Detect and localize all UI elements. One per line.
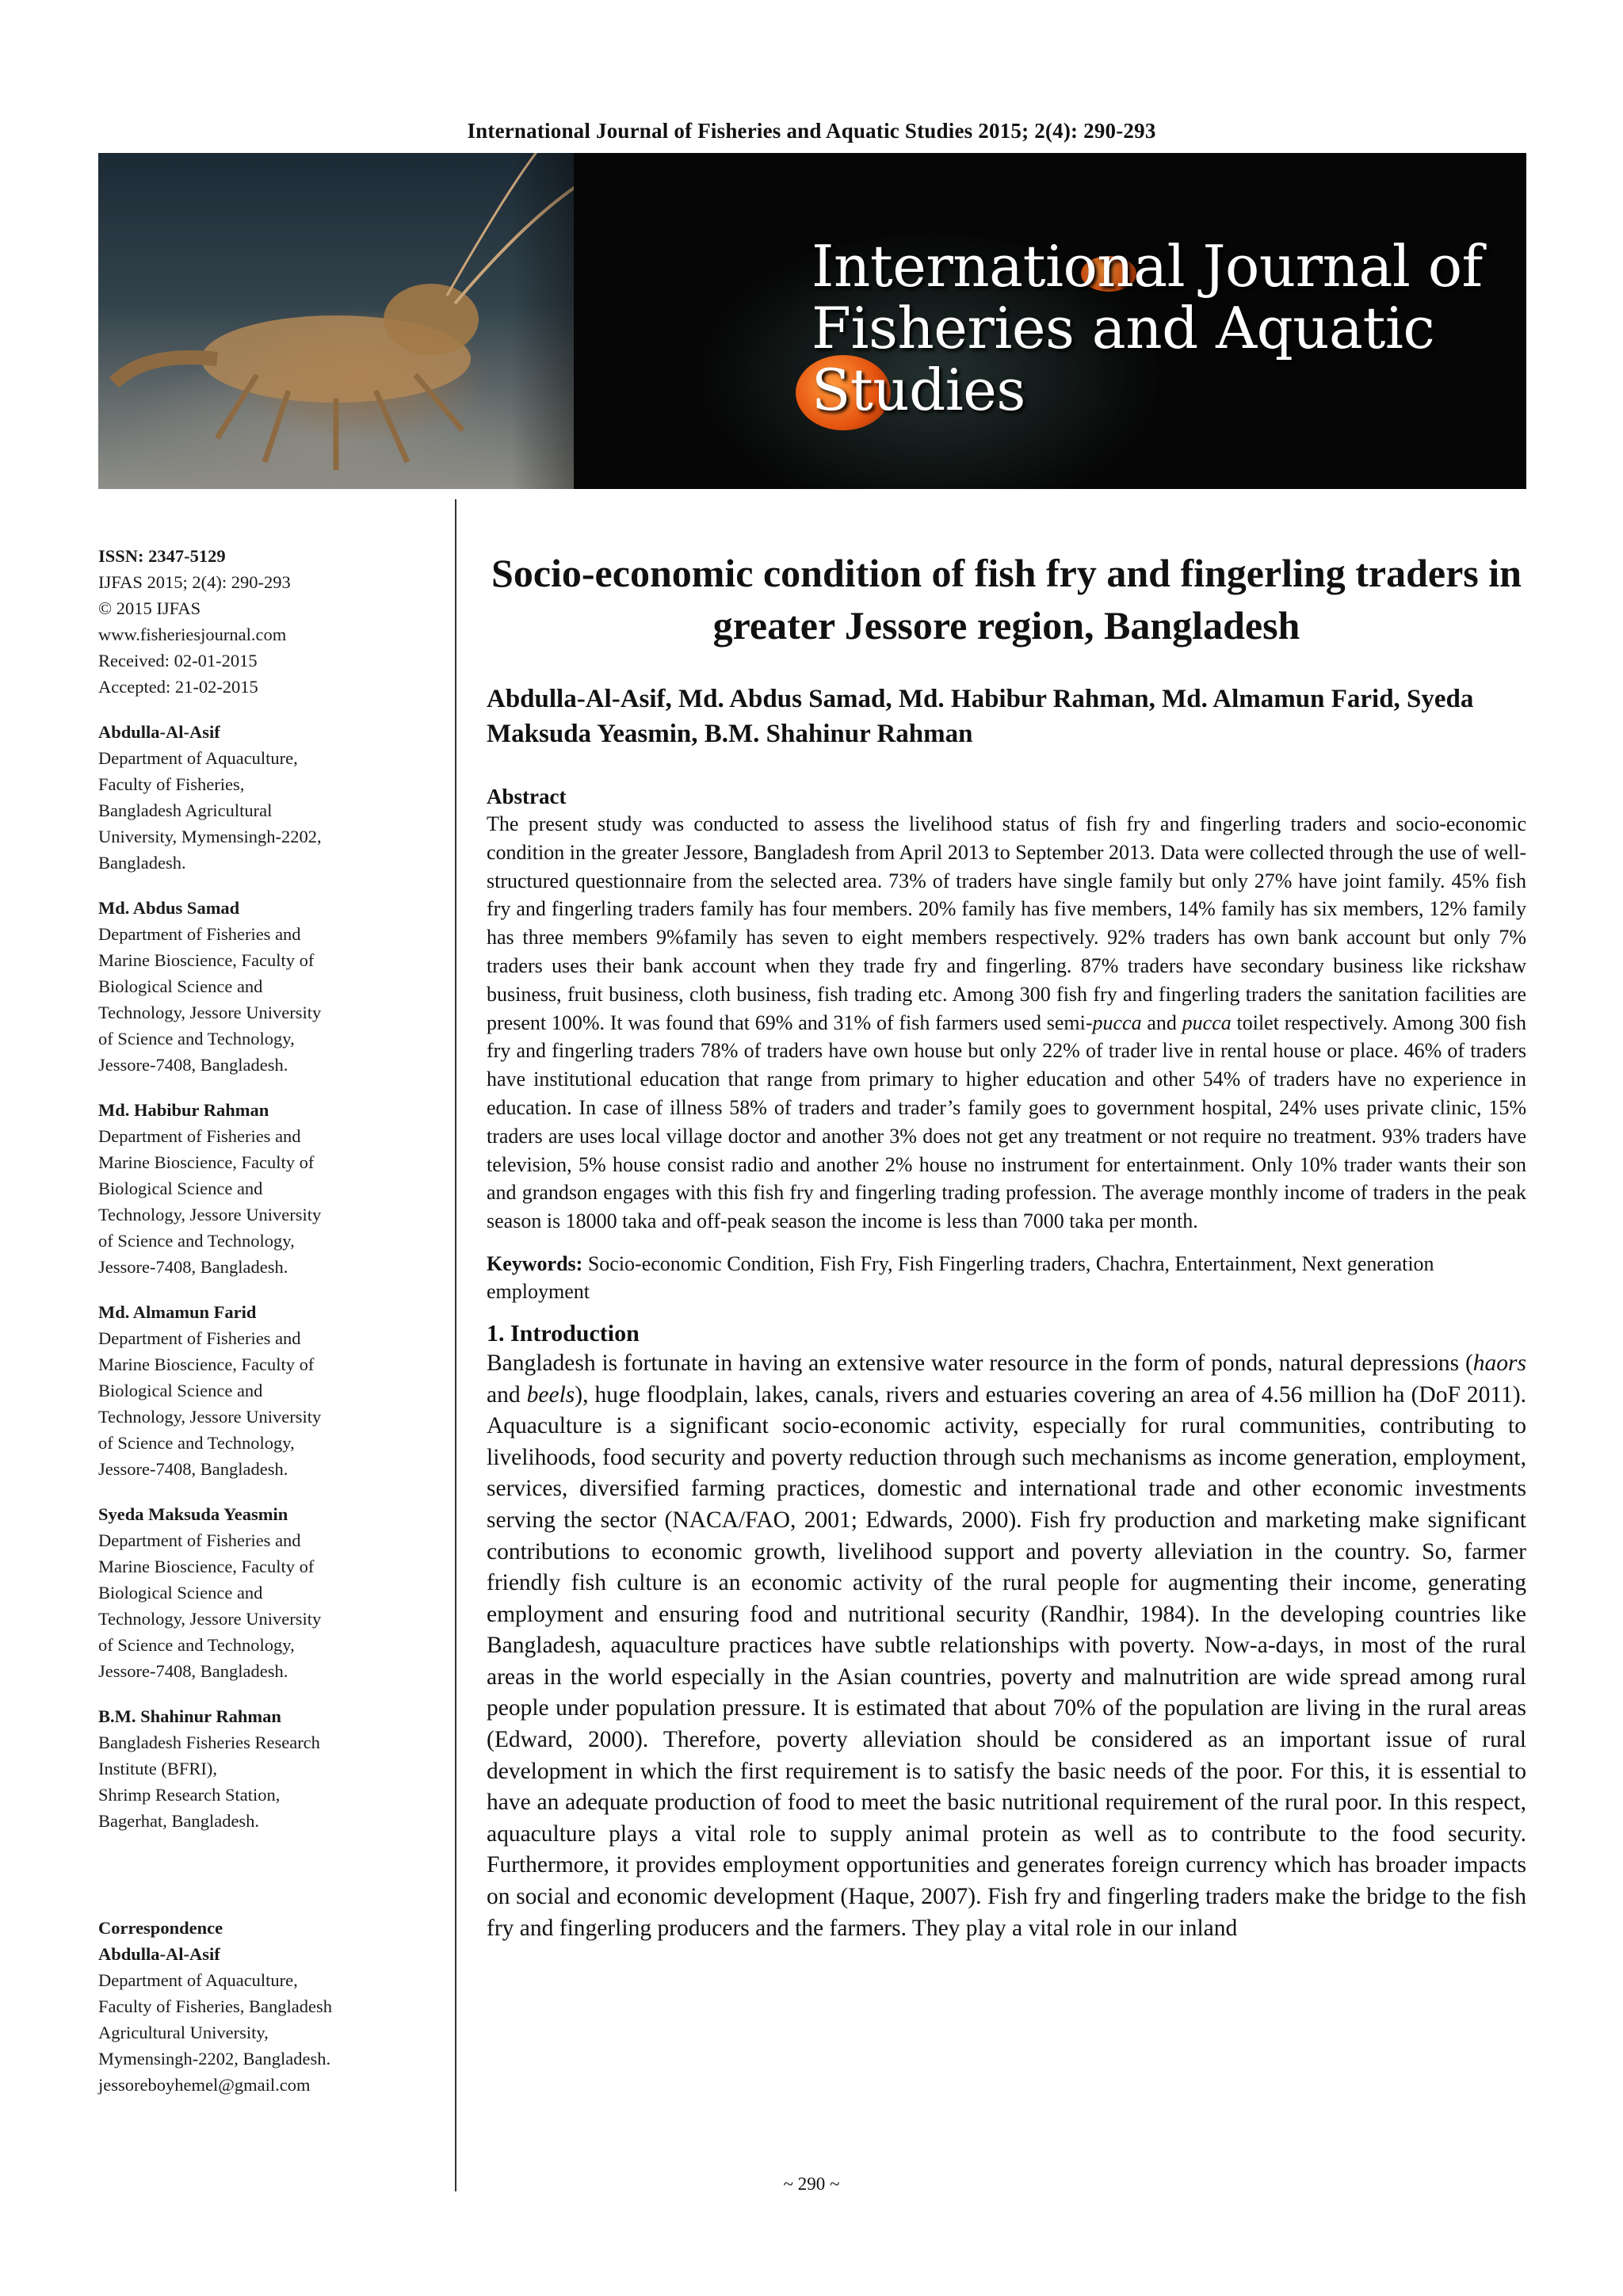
affiliation-line: Jessore-7408, Bangladesh. <box>98 1459 288 1479</box>
affiliation-author-name: Syeda Maksuda Yeasmin <box>98 1504 288 1524</box>
correspondence-label: Correspondence <box>98 1918 223 1938</box>
affiliation-line: Biological Science and <box>98 1381 263 1400</box>
correspondence-line: Faculty of Fisheries, Bangladesh <box>98 1996 332 2016</box>
correspondence-line: Department of Aquaculture, <box>98 1970 298 1990</box>
affiliation-author-name: Md. Habibur Rahman <box>98 1100 269 1120</box>
correspondence-line: Mymensingh-2202, Bangladesh. <box>98 2049 331 2069</box>
affiliation-line: Biological Science and <box>98 1179 263 1198</box>
affiliation-line: Bangladesh Fisheries Research <box>98 1733 320 1752</box>
affiliation-author-name: Md. Almamun Farid <box>98 1302 257 1322</box>
affiliation-line: Department of Fisheries and <box>98 1126 301 1146</box>
affiliation-line: Marine Bioscience, Faculty of <box>98 1152 315 1172</box>
intro-heading: 1. Introduction <box>487 1320 640 1347</box>
affiliation-line: Bangladesh Agricultural <box>98 800 273 820</box>
article-body <box>487 547 1526 1944</box>
affiliation-line: Department of Fisheries and <box>98 1328 301 1348</box>
affiliation-line: of Science and Technology, <box>98 1635 295 1655</box>
affiliation-line: Technology, Jessore University <box>98 1003 322 1022</box>
affiliation-line: Institute (BFRI), <box>98 1759 217 1778</box>
banner-title: International Journal of Fisheries and Aquatic Studies <box>812 233 1483 423</box>
affiliation-line: Jessore-7408, Bangladesh. <box>98 1661 288 1681</box>
affiliation-author-name: B.M. Shahinur Rahman <box>98 1706 281 1726</box>
affiliation-line: Technology, Jessore University <box>98 1407 322 1427</box>
affiliation-line: Biological Science and <box>98 976 263 996</box>
affiliation-line: Technology, Jessore University <box>98 1609 322 1629</box>
correspondence-line: Agricultural University, <box>98 2023 269 2042</box>
affiliation-line: of Science and Technology, <box>98 1433 295 1453</box>
affiliation-line: Department of Fisheries and <box>98 924 301 944</box>
affiliation-author-name: Md. Abdus Samad <box>98 898 240 918</box>
affiliation-line: of Science and Technology, <box>98 1029 295 1049</box>
column-divider <box>455 499 456 2191</box>
abstract-heading: Abstract <box>487 785 567 808</box>
affiliation-line: University, Mymensingh-2202, <box>98 827 322 846</box>
article-title: Socio-economic condition of fish fry and fingerling traders in greater Jessore region, Bangladesh <box>491 551 1522 648</box>
affiliation-line: Department of Fisheries and <box>98 1530 301 1550</box>
lobster-photo <box>98 153 574 489</box>
journal-ref: IJFAS 2015; 2(4): 290-293 <box>98 572 291 592</box>
affiliations <box>98 700 447 1834</box>
affiliation-line: Faculty of Fisheries, <box>98 774 245 794</box>
affiliation-line: Marine Bioscience, Faculty of <box>98 950 315 970</box>
author-list: Abdulla-Al-Asif, Md. Abdus Samad, Md. Habibur Rahman, Md. Almamun Farid, Syeda Maksuda Yeasmin, B.M. Shahinur Rahman <box>487 685 1474 748</box>
website-link[interactable]: www.fisheriesjournal.com <box>98 625 287 644</box>
correspondence-address <box>98 1967 447 2098</box>
copyright: © 2015 IJFAS <box>98 598 201 618</box>
received-date: Received: 02-01-2015 <box>98 651 258 670</box>
email-link[interactable]: jessoreboyhemel@gmail.com <box>98 2075 311 2095</box>
affiliation-author-name: Abdulla-Al-Asif <box>98 722 220 742</box>
page-number: ~ 290 ~ <box>783 2174 840 2194</box>
accepted-date: Accepted: 21-02-2015 <box>98 677 258 697</box>
affiliation-line: Biological Science and <box>98 1583 263 1603</box>
keywords: Keywords: Socio-economic Condition, Fish Fry, Fish Fingerling traders, Chachra, Entertainment, Next generation employment <box>487 1251 1434 1303</box>
affiliation-line: Bagerhat, Bangladesh. <box>98 1811 260 1831</box>
running-head: International Journal of Fisheries and Aquatic Studies 2015; 2(4): 290-293 <box>467 119 1156 143</box>
affiliation-line: Jessore-7408, Bangladesh. <box>98 1257 288 1277</box>
affiliation-line: Technology, Jessore University <box>98 1205 322 1224</box>
journal-banner <box>98 153 1526 489</box>
affiliation-line: Marine Bioscience, Faculty of <box>98 1354 315 1374</box>
intro-text: Bangladesh is fortunate in having an extensive water resource in the form of ponds, natural depressions (haors and beels), huge floodplain, lakes, canals, rivers and estuaries covering an area of 4.56 million ha (DoF 2011). Aquaculture is a significant socio-economic activity, especially for rural communities, contributing to livelihoods, food security and poverty reduction through such mechanisms as income generation, employment, services, diversified farming practices, domestic and international trade and other economic investments serving the sector (NACA/FAO, 2001; Edwards, 2000). Fish fry production and marketing make significant contributions to economic growth, livelihood support and poverty alleviation in the country. So, farmer friendly fish culture is an economic activity of the rural people for augmenting their income, generating employment and ensuring food and nutritional security (Randhir, 1984). In the developing countries like Bangladesh, aquaculture practices have subtle relationships with poverty. Now-a-days, in most of the rural areas in the world especially in the Asian countries, poverty and malnutrition are wide spread among rural people under population pressure. It is estimated that about 70% of the population are living in the rural areas (Edward, 2000). Therefore, poverty alleviation should be considered as an important issue of rural development in which the first requirement is to satisfy the basic needs of the poor. For this, it is essential to have an adequate production of food to meet the basic nutritional requirement of the rural poor. In this respect, aquaculture plays a vital role to supply animal protein as well as to contribute to the food security. Furthermore, it provides employment opportunities and generates foreign currency which has broader impacts on social and economic development (Haque, 2007). Fish fry and fingerling traders make the bridge to the fish fry and fingerling producers and the farmers. They play a vital role in our inland <box>487 1350 1526 1941</box>
affiliation-line: Department of Aquaculture, <box>98 748 298 768</box>
affiliation-line: Jessore-7408, Bangladesh. <box>98 1055 288 1075</box>
affiliation-line: of Science and Technology, <box>98 1231 295 1251</box>
lobster-icon <box>98 153 574 489</box>
affiliation-line: Shrimp Research Station, <box>98 1785 281 1805</box>
correspondence-name: Abdulla-Al-Asif <box>98 1944 220 1964</box>
issn: ISSN: 2347-5129 <box>98 546 226 566</box>
affiliation-line: Bangladesh. <box>98 853 186 873</box>
abstract-text: The present study was conducted to assess the livelihood status of fish fry and fingerling traders and socio-economic condition in the greater Jessore, Bangladesh from April 2013 to September 2013. Data were collected through the use of well-structured questionnaire from the selected area. 73% of traders have single family but only 27% have joint family. 45% fish fry and fingerling traders family has four members. 20% family has five members, 14% family has six members, 12% family has three members 9%family has seven to eight members respectively. 92% traders has own bank account but only 7% traders uses their bank account when they trade fry and fingerling. 87% traders have secondary business like rickshaw business, fruit business, cloth business, fish trading etc. Among 300 fish fry and fingerling traders the sanitation facilities are present 100%. It was found that 69% and 31% of fish farmers used semi-pucca and pucca toilet respectively. Among 300 fish fry and fingerling traders 78% of traders have own house but only 22% of trader live in rental house or place. 46% of traders have institutional education that range from primary to higher education and other 54% of traders have no experience in education. In case of illness 58% of traders and trader’s family goes to government hospital, 24% uses private clinic, 15% traders are uses local village doctor and another 3% does not get any treatment or not require no treatment. 93% traders have television, 5% house consist radio and another 2% house no instrument for entertainment. Only 10% trader wants their son and grandson engages with this fish fry and fingerling trading profession. The average monthly income of traders in the peak season is 18000 taka and off-peak season the income is less than 7000 taka per month. <box>487 812 1526 1233</box>
sidebar <box>98 543 447 2098</box>
affiliation-line: Marine Bioscience, Faculty of <box>98 1557 315 1576</box>
